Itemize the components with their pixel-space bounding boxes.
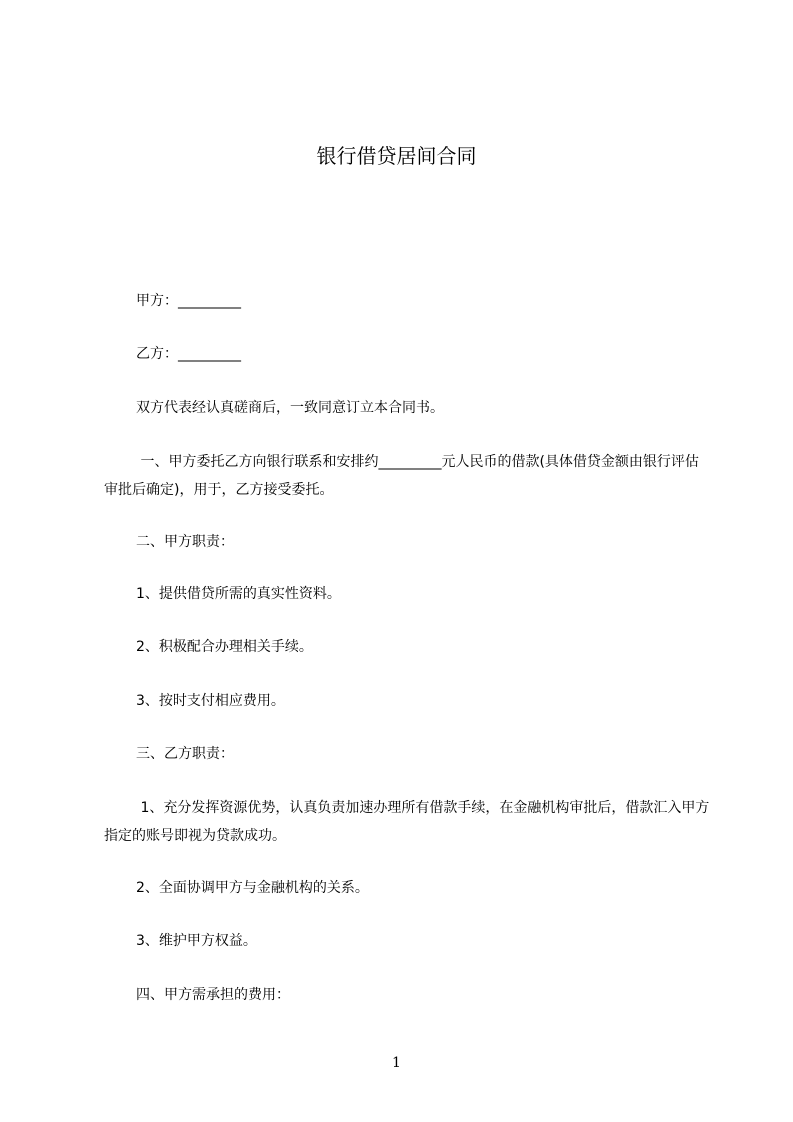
paragraph-b-duty-1: 1、充分发挥资源优势，认真负责加速办理所有借款手续，在金融机构审批后，借款汇入甲方指定的账号即视为贷款成功。 — [104, 800, 710, 844]
page-number: 1 — [392, 1055, 401, 1071]
paragraph-a-duty-1: 1、提供借贷所需的真实性资料。 — [136, 586, 341, 602]
paragraph-b-duty-2: 2、全面协调甲方与金融机构的关系。 — [136, 880, 369, 896]
heading-party-a-fees: 四、甲方需承担的费用： — [136, 987, 290, 1003]
heading-party-a-duties: 二、甲方职责： — [136, 534, 234, 550]
paragraph-a-duty-2: 2、积极配合办理相关手续。 — [136, 639, 313, 655]
paragraph-a-duty-3: 3、按时支付相应费用。 — [136, 693, 285, 709]
paragraph-party-b: 乙方：_________ — [136, 346, 241, 362]
page-title: 银行借贷居间合同 — [316, 144, 477, 168]
paragraph-party-a: 甲方：_________ — [136, 293, 241, 309]
paragraph-b-duty-3: 3、维护甲方权益。 — [136, 933, 257, 949]
paragraph-clause-1: 一、甲方委托乙方向银行联系和安排约_________元人民币的借款(具体借贷金额由银行评估审批后确定)，用于，乙方接受委托。 — [104, 454, 699, 498]
paragraph-agreement: 双方代表经认真磋商后，一致同意订立本合同书。 — [136, 400, 444, 416]
heading-party-b-duties: 三、乙方职责： — [136, 746, 234, 762]
